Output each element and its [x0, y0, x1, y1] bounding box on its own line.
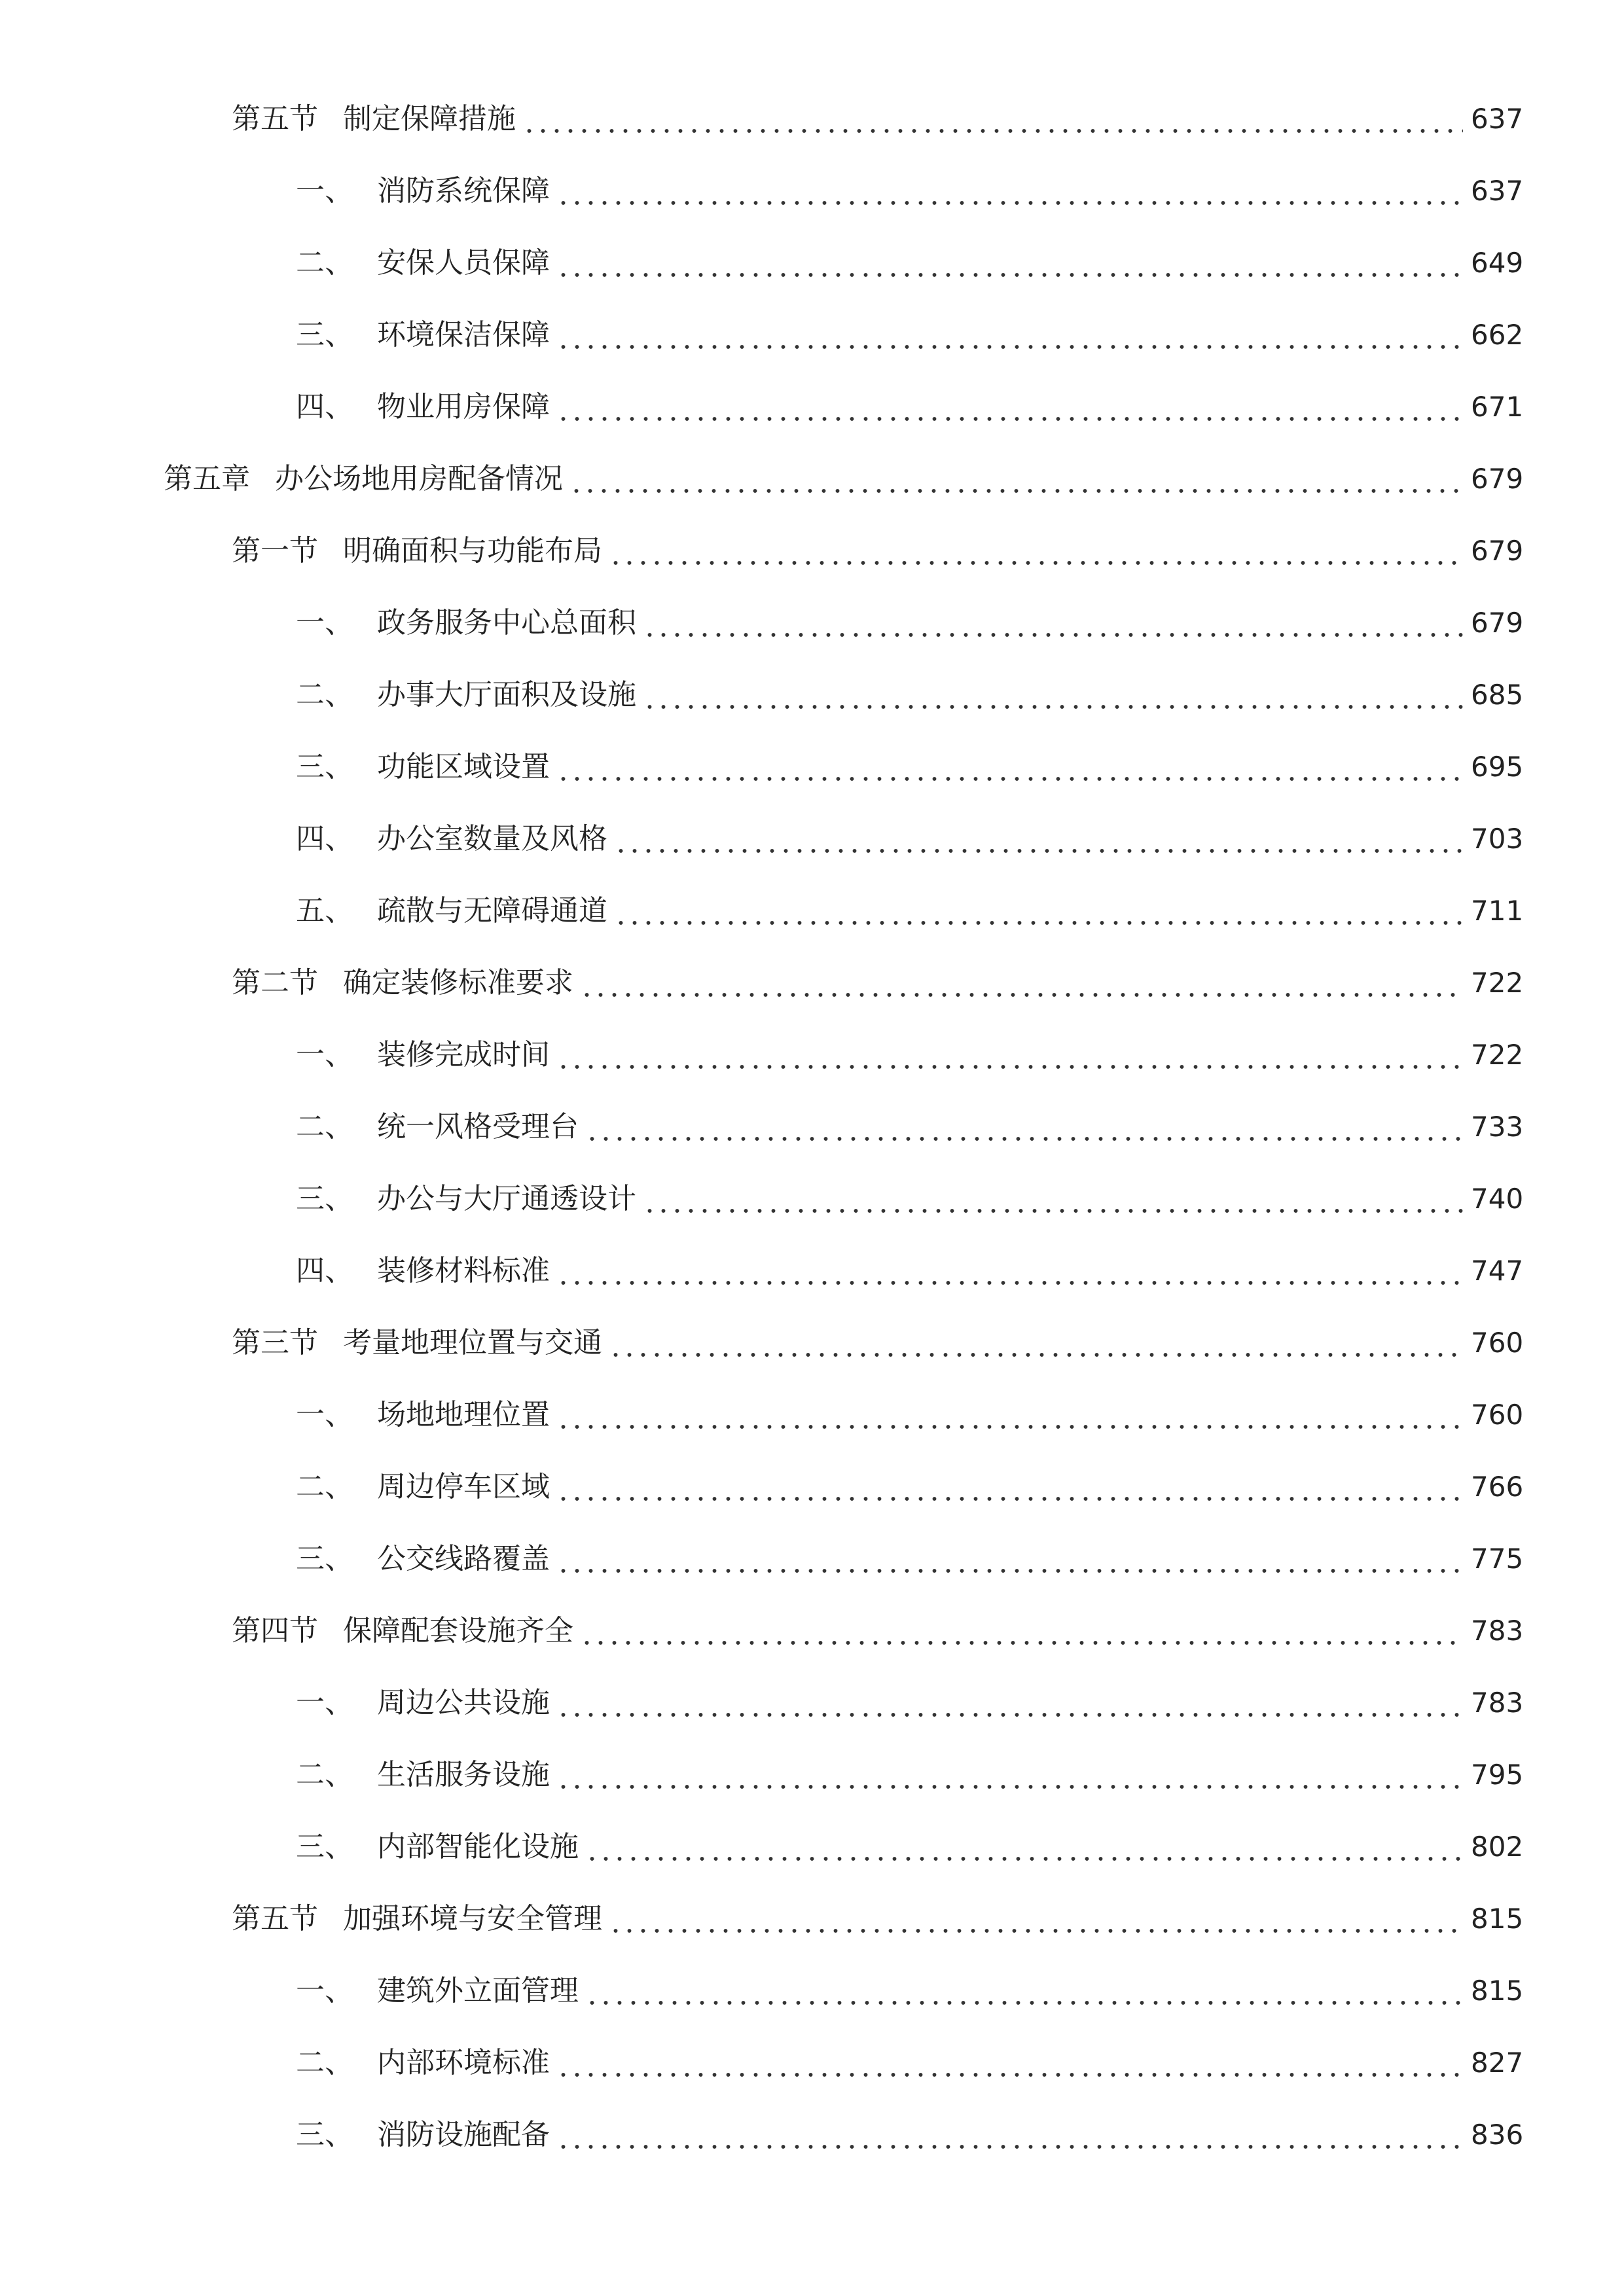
dot-leader [556, 237, 1463, 289]
toc-entry-page: 637 [1471, 175, 1524, 207]
dot-leader [580, 1605, 1463, 1657]
toc-entry-page: 711 [1471, 895, 1524, 927]
toc-entry[interactable] [0, 669, 1624, 721]
toc-entry[interactable] [0, 597, 1624, 649]
toc-entry[interactable] [0, 1389, 1624, 1441]
dot-leader [643, 597, 1463, 649]
toc-entry-page: 733 [1471, 1111, 1524, 1143]
toc-entry-page: 775 [1471, 1543, 1524, 1575]
toc-entry-page: 766 [1471, 1471, 1524, 1503]
toc-entry-title: 周边停车区域 [377, 1470, 550, 1503]
toc-entry[interactable] [0, 1749, 1624, 1801]
toc-entry-page: 836 [1471, 2119, 1524, 2151]
toc-entry-number: 第三节 [232, 1326, 318, 1359]
toc-entry-number: 二、 [296, 678, 353, 711]
toc-entry-title: 公交线路覆盖 [377, 1542, 550, 1575]
toc-entry-number: 二、 [296, 1758, 353, 1791]
toc-entry-title: 办公场地用房配备情况 [275, 462, 563, 495]
toc-entry-page: 722 [1471, 967, 1524, 999]
toc-entry-number: 二、 [296, 1470, 353, 1503]
dot-leader [556, 741, 1463, 793]
toc-entry-title: 加强环境与安全管理 [343, 1902, 602, 1935]
toc-entry-page: 671 [1471, 391, 1524, 423]
toc-entry-number: 二、 [296, 246, 353, 279]
toc-entry-number: 一、 [296, 606, 353, 639]
toc-entry-title: 周边公共设施 [377, 1686, 550, 1719]
toc-entry-page: 760 [1471, 1327, 1524, 1359]
toc-entry-title: 办事大厅面积及设施 [377, 678, 636, 711]
toc-entry-number: 三、 [296, 318, 353, 351]
toc-entry-title: 统一风格受理台 [377, 1110, 579, 1143]
toc-entry-page: 802 [1471, 1831, 1524, 1863]
toc-entry-page: 679 [1471, 607, 1524, 639]
toc-entry[interactable] [0, 1893, 1624, 1945]
dot-leader [609, 1893, 1463, 1945]
toc-entry-number: 四、 [296, 1254, 353, 1287]
dot-leader [556, 1677, 1463, 1729]
toc-entry-title: 消防设施配备 [377, 2118, 550, 2151]
toc-entry-number: 一、 [296, 1686, 353, 1719]
toc-entry[interactable] [0, 1461, 1624, 1513]
toc-entry-title: 确定装修标准要求 [343, 966, 573, 999]
toc-entry[interactable] [0, 1965, 1624, 2017]
dot-leader [556, 1245, 1463, 1297]
toc-entry-page: 740 [1471, 1183, 1524, 1215]
toc-entry-number: 第五节 [232, 102, 318, 135]
toc-entry-number: 第二节 [232, 966, 318, 999]
toc-entry-title: 明确面积与功能布局 [343, 534, 602, 567]
toc-entry-page: 783 [1471, 1687, 1524, 1719]
toc-entry[interactable] [0, 381, 1624, 433]
toc-entry-number: 三、 [296, 750, 353, 783]
toc-entry-title: 内部环境标准 [377, 2046, 550, 2079]
dot-leader [556, 165, 1463, 217]
toc-entry-page: 827 [1471, 2047, 1524, 2079]
toc-entry-title: 保障配套设施齐全 [343, 1614, 573, 1647]
dot-leader [643, 1173, 1463, 1225]
toc-entry[interactable] [0, 93, 1624, 145]
toc-entry-page: 747 [1471, 1255, 1524, 1287]
toc-entry-page: 662 [1471, 319, 1524, 351]
toc-entry-page: 783 [1471, 1615, 1524, 1647]
toc-entry[interactable] [0, 1821, 1624, 1873]
toc-entry-number: 五、 [296, 894, 353, 927]
toc-entry-title: 环境保洁保障 [377, 318, 550, 351]
toc-entry-title: 疏散与无障碍通道 [377, 894, 607, 927]
toc-entry-page: 637 [1471, 103, 1524, 135]
toc-entry-title: 办公与大厅通透设计 [377, 1182, 636, 1215]
dot-leader [569, 453, 1463, 505]
dot-leader [522, 93, 1463, 145]
toc-entry-title: 物业用房保障 [377, 390, 550, 423]
toc-entry-title: 装修完成时间 [377, 1038, 550, 1071]
toc-entry-number: 一、 [296, 1038, 353, 1071]
toc-entry[interactable] [0, 2037, 1624, 2089]
dot-leader [614, 885, 1463, 937]
toc-entry-number: 一、 [296, 1974, 353, 2007]
toc-entry-number: 第一节 [232, 534, 318, 567]
toc-entry-number: 二、 [296, 2046, 353, 2079]
dot-leader [556, 2109, 1463, 2161]
toc-entry-number: 四、 [296, 390, 353, 423]
dot-leader [556, 1029, 1463, 1081]
toc-entry[interactable] [0, 165, 1624, 217]
toc-entry[interactable] [0, 1029, 1624, 1081]
toc-entry-page: 695 [1471, 751, 1524, 783]
toc-entry-page: 649 [1471, 247, 1524, 279]
dot-leader [556, 1749, 1463, 1801]
dot-leader [580, 957, 1463, 1009]
toc-entry[interactable] [0, 1173, 1624, 1225]
toc-entry-title: 消防系统保障 [377, 174, 550, 207]
toc-entry[interactable] [0, 957, 1624, 1009]
toc-entry-title: 安保人员保障 [377, 246, 550, 279]
toc-entry[interactable] [0, 741, 1624, 793]
dot-leader [556, 1461, 1463, 1513]
toc-entry-title: 政务服务中心总面积 [377, 606, 636, 639]
toc-entry-number: 一、 [296, 1398, 353, 1431]
dot-leader [614, 813, 1463, 865]
dot-leader [609, 525, 1463, 577]
toc-entry-number: 二、 [296, 1110, 353, 1143]
toc-entry-number: 四、 [296, 822, 353, 855]
toc-entry-number: 三、 [296, 1830, 353, 1863]
toc-entry-page: 722 [1471, 1039, 1524, 1071]
toc-entry-page: 685 [1471, 679, 1524, 711]
toc-entry[interactable] [0, 813, 1624, 865]
toc-entry-number: 三、 [296, 2118, 353, 2151]
toc-entry-page: 815 [1471, 1903, 1524, 1935]
dot-leader [643, 669, 1463, 721]
toc-entry-page: 795 [1471, 1759, 1524, 1791]
toc-entry[interactable] [0, 1677, 1624, 1729]
toc-entry[interactable] [0, 1533, 1624, 1585]
toc-entry-page: 679 [1471, 463, 1524, 495]
toc-entry-number: 第五章 [164, 462, 250, 495]
toc-entry-title: 办公室数量及风格 [377, 822, 607, 855]
toc-entry-page: 815 [1471, 1975, 1524, 2007]
toc-entry-number: 三、 [296, 1182, 353, 1215]
dot-leader [556, 1389, 1463, 1441]
toc-entry[interactable] [0, 1605, 1624, 1657]
dot-leader [585, 1101, 1463, 1153]
dot-leader [585, 1821, 1463, 1873]
toc-entry[interactable] [0, 1245, 1624, 1297]
dot-leader [556, 381, 1463, 433]
toc-entry-number: 第四节 [232, 1614, 318, 1647]
toc-entry[interactable] [0, 1317, 1624, 1369]
dot-leader [609, 1317, 1463, 1369]
toc-entry[interactable] [0, 2109, 1624, 2161]
toc-entry[interactable] [0, 885, 1624, 937]
toc-entry-title: 生活服务设施 [377, 1758, 550, 1791]
toc-entry-title: 功能区域设置 [377, 750, 550, 783]
toc-entry-number: 一、 [296, 174, 353, 207]
dot-leader [556, 1533, 1463, 1585]
toc-entry[interactable] [0, 525, 1624, 577]
toc-entry-number: 第五节 [232, 1902, 318, 1935]
toc-entry-number: 三、 [296, 1542, 353, 1575]
toc-entry-title: 场地地理位置 [377, 1398, 550, 1431]
toc-entry[interactable] [0, 1101, 1624, 1153]
toc-entry-page: 760 [1471, 1399, 1524, 1431]
dot-leader [556, 2037, 1463, 2089]
toc-entry-title: 内部智能化设施 [377, 1830, 579, 1863]
toc-entry[interactable] [0, 237, 1624, 289]
toc-entry-title: 建筑外立面管理 [377, 1974, 579, 2007]
toc-entry-page: 679 [1471, 535, 1524, 567]
toc-entry[interactable] [0, 453, 1624, 505]
toc-entry-title: 装修材料标准 [377, 1254, 550, 1287]
toc-entry[interactable] [0, 309, 1624, 361]
dot-leader [556, 309, 1463, 361]
toc-entry-page: 703 [1471, 823, 1524, 855]
toc-entry-title: 考量地理位置与交通 [343, 1326, 602, 1359]
toc-entry-title: 制定保障措施 [343, 102, 516, 135]
dot-leader [585, 1965, 1463, 2017]
